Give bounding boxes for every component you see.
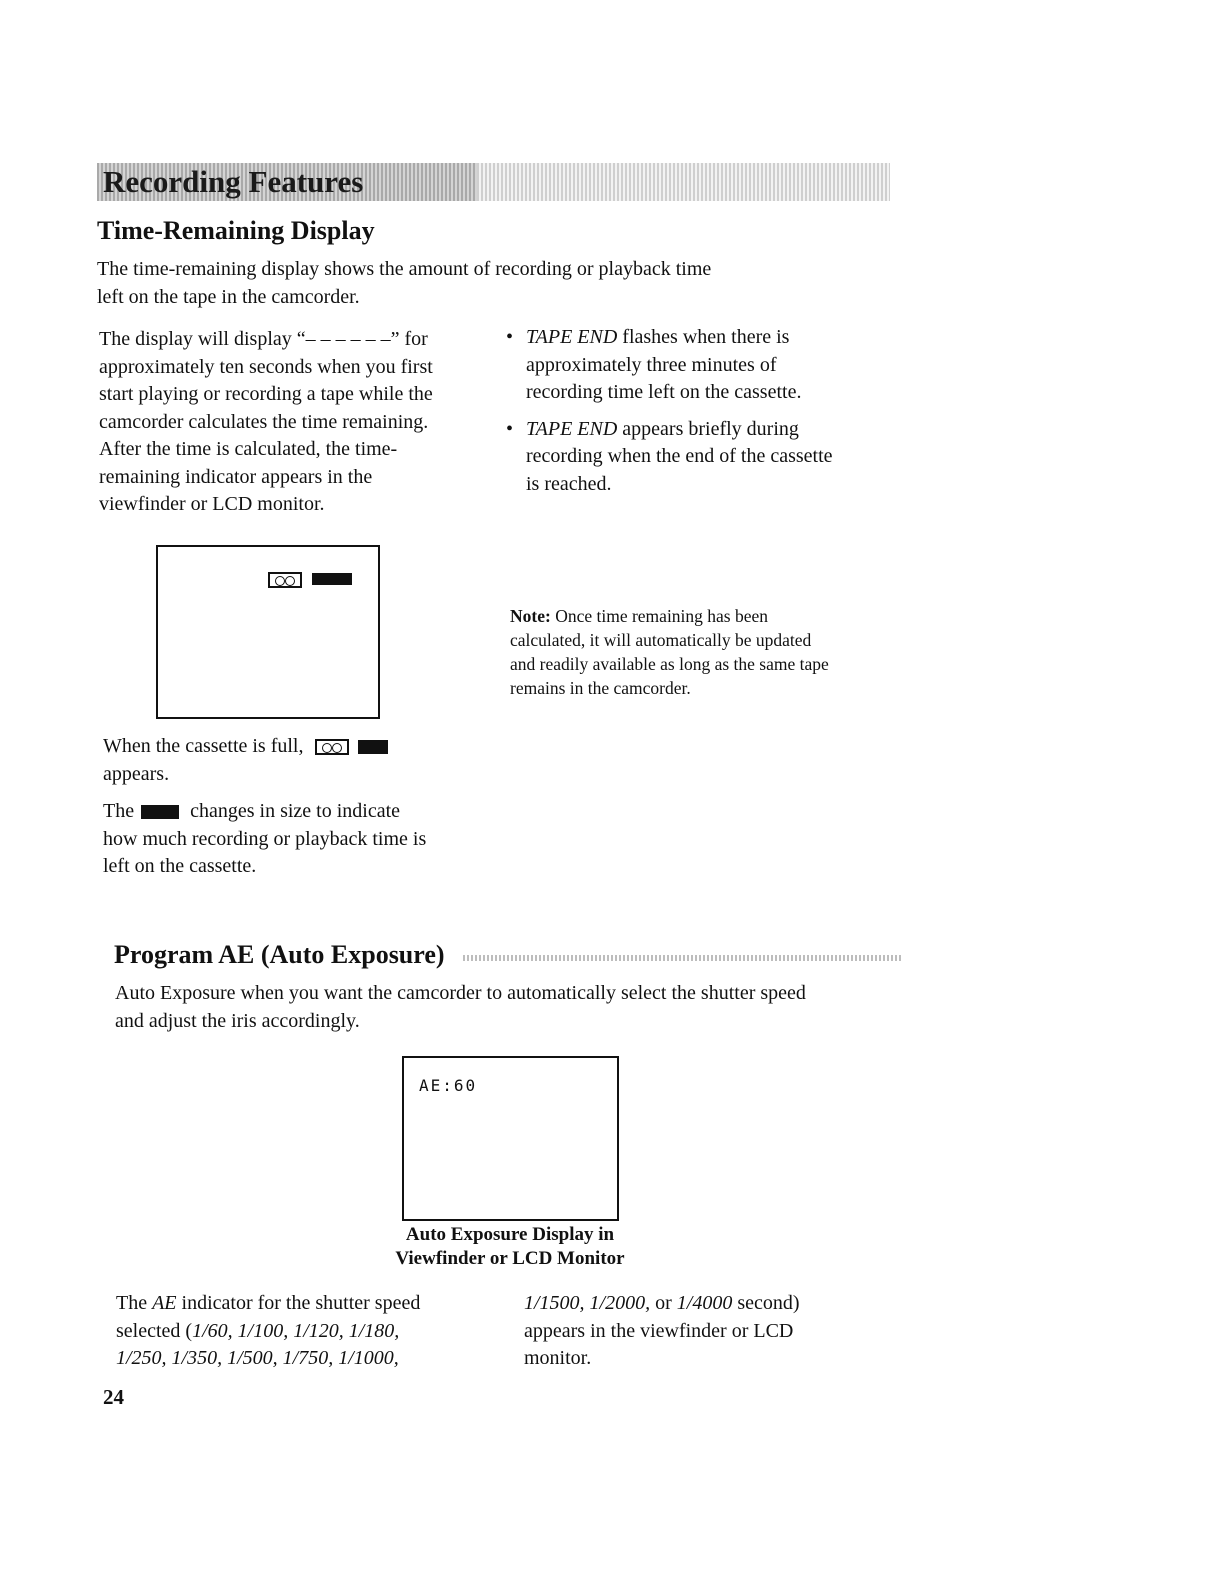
description-line: start playing or recording a tape while the <box>99 383 433 405</box>
text-emphasis: 1/1500, 1/2000, <box>524 1292 651 1314</box>
banner-title: Recording Features <box>103 164 364 199</box>
intro-line: The time-remaining display shows the amount of recording or playback time <box>97 258 712 280</box>
ae-shutter-text-left <box>116 1290 516 1373</box>
text-emphasis: AE <box>152 1292 177 1314</box>
note-line: calculated, it will automatically be updated <box>510 630 812 650</box>
bar-size-before: The <box>103 800 135 822</box>
bullet-line: is reached. <box>526 472 612 495</box>
ae-viewfinder-display <box>402 1056 619 1221</box>
bullet-line: flashes when there is <box>617 326 790 348</box>
text-span: The <box>116 1292 153 1314</box>
text-emphasis: 1/60, 1/100, 1/120, 1/180, <box>192 1319 400 1342</box>
time-remaining-bar-icon <box>312 573 352 585</box>
bullet-line: recording time left on the cassette. <box>526 381 802 403</box>
time-remaining-bar-icon <box>358 740 388 754</box>
caption-line: Viewfinder or LCD Monitor <box>395 1248 625 1269</box>
bar-size-text <box>103 798 523 881</box>
bullet-line: approximately three minutes of <box>526 353 777 376</box>
ae-display-caption <box>350 1223 670 1271</box>
intro-line: and adjust the iris accordingly. <box>115 1009 360 1032</box>
bullet-line: appears briefly during <box>617 417 799 440</box>
bullet-emphasis: TAPE END <box>526 417 618 440</box>
note-line: and readily available as long as the same tape <box>510 654 829 674</box>
bar-size-after: changes in size to indicate <box>190 800 401 822</box>
note-line: Once time remaining has been <box>550 606 769 626</box>
description-line: viewfinder or LCD monitor. <box>99 493 325 515</box>
program-ae-heading: Program AE (Auto Exposure) <box>114 940 445 969</box>
cassette-icon <box>315 739 349 755</box>
heading-rule <box>463 955 903 961</box>
time-remaining-intro <box>97 256 837 311</box>
bar-size-line: left on the cassette. <box>103 855 257 877</box>
text-span: or <box>650 1292 677 1314</box>
bullet-emphasis: TAPE END <box>526 326 618 348</box>
text-emphasis: 1/250, 1/350, 1/500, 1/750, 1/1000, <box>116 1347 399 1369</box>
description-line: The display will display “– – – – – –” for <box>99 328 428 350</box>
cassette-full-after: appears. <box>103 762 170 785</box>
text-span: indicator for the shutter speed <box>176 1292 421 1314</box>
text-span: second) <box>732 1292 800 1314</box>
description-line: remaining indicator appears in the <box>99 465 373 488</box>
note-line: remains in the camcorder. <box>510 678 691 698</box>
bullet-item <box>506 324 906 407</box>
page-number: 24 <box>103 1385 124 1409</box>
program-ae-intro <box>115 980 915 1035</box>
tape-end-bullets <box>506 324 906 507</box>
cassette-full-text <box>103 733 523 788</box>
description-line: After the time is calculated, the time- <box>99 438 398 460</box>
ae-shutter-text-right <box>524 1290 924 1373</box>
viewfinder-display <box>156 545 380 719</box>
ae-indicator: AE:60 <box>419 1076 478 1095</box>
bullet-line: recording when the end of the cassette <box>526 445 833 467</box>
description-line: approximately ten seconds when you first <box>99 355 433 378</box>
text-line: monitor. <box>524 1347 592 1369</box>
text-line: appears in the viewfinder or LCD <box>524 1319 794 1342</box>
time-remaining-description <box>99 326 499 519</box>
bullet-item <box>506 416 906 499</box>
intro-line: Auto Exposure when you want the camcorder to automatically select the shutter speed <box>115 982 806 1004</box>
time-remaining-heading: Time-Remaining Display <box>97 216 375 245</box>
time-remaining-bar-icon <box>141 805 179 819</box>
text-emphasis: 1/4000 <box>676 1292 733 1314</box>
note-label: Note: <box>510 606 551 626</box>
description-line: camcorder calculates the time remaining. <box>99 410 429 433</box>
cassette-icon <box>268 572 302 588</box>
cassette-full-before: When the cassette is full, <box>103 735 304 757</box>
text-span: selected ( <box>116 1319 193 1342</box>
intro-line: left on the tape in the camcorder. <box>97 285 360 308</box>
section-banner <box>97 163 890 201</box>
bar-size-line: how much recording or playback time is <box>103 827 427 850</box>
caption-line: Auto Exposure Display in <box>405 1224 615 1245</box>
note-block <box>510 604 910 700</box>
